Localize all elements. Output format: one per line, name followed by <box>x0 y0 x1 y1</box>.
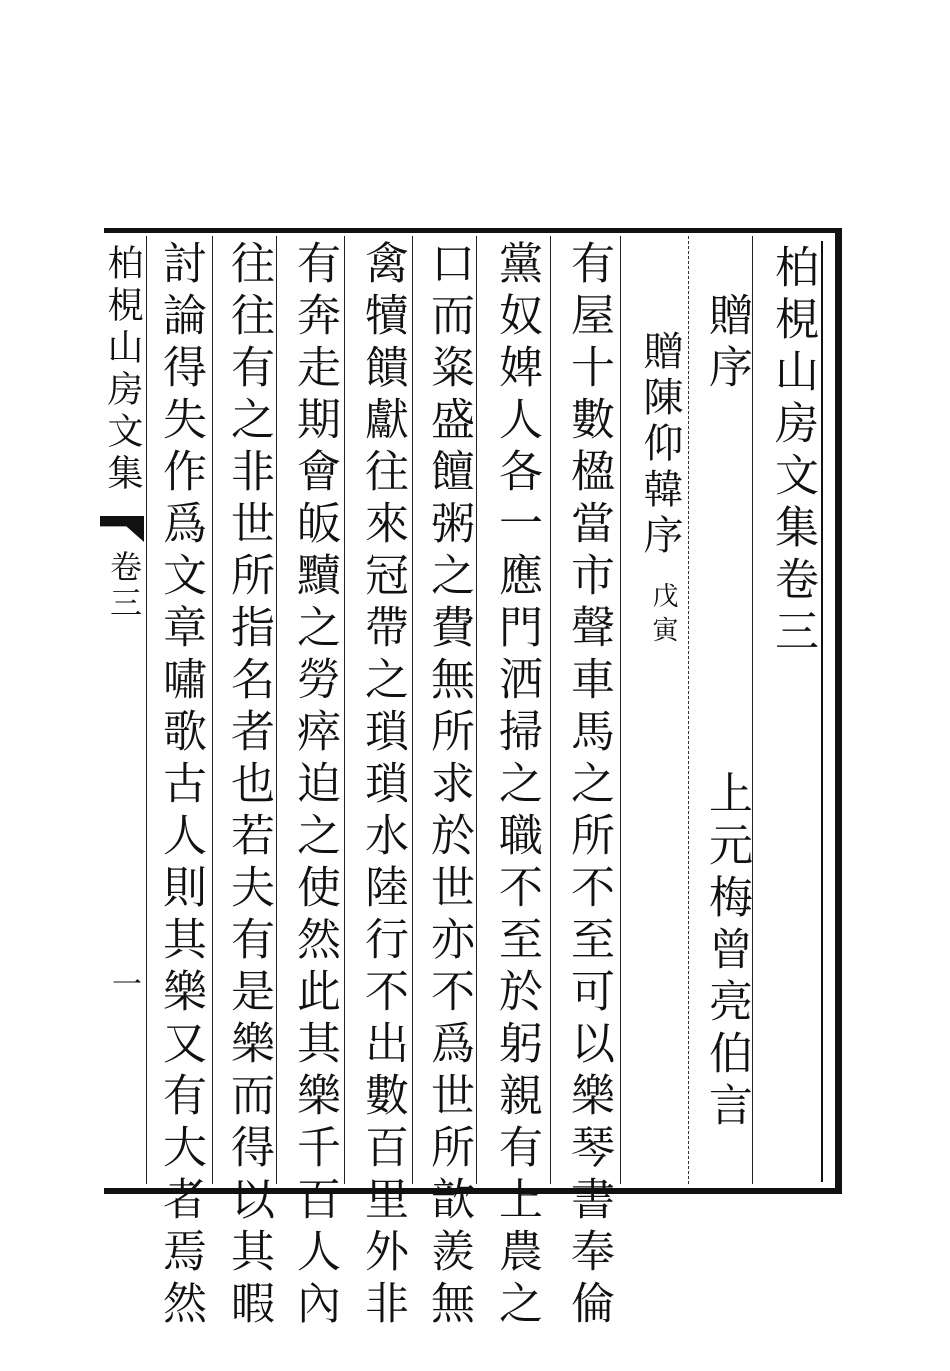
column-rule <box>276 236 277 1184</box>
banxin-volume: 卷三 <box>105 550 143 622</box>
date-note: 戊寅 <box>648 582 678 650</box>
body-column: 有屋十數楹當市聲車馬之所不至可以樂琴書奉倫 <box>563 240 614 1332</box>
column-rule <box>476 236 477 1184</box>
column-rule <box>344 236 345 1184</box>
body-column: 口而粢盛饘粥之費無所求於世亦不爲世所歆羨無 <box>423 240 474 1332</box>
column-rule <box>550 236 551 1184</box>
body-column: 有奔走期會皈黷之勞瘁迫之使然此其樂千百人內 <box>289 240 340 1332</box>
body-column: 討論得失作爲文章嘯歌古人則其樂又有大者焉然 <box>155 240 206 1332</box>
column-rule <box>212 236 213 1184</box>
frame-inner-rule <box>821 241 823 1182</box>
essay-title: 贈陳仰韓序 <box>637 330 683 560</box>
banxin-title: 柏梘山房文集 <box>102 244 143 496</box>
banxin-strip <box>102 238 143 1184</box>
body-column: 禽犢饋獻往來冠帶之瑣瑣水陸行不出數百里外非 <box>357 240 408 1332</box>
column-rule <box>412 236 413 1184</box>
column-rule <box>146 236 147 1184</box>
column-rule <box>688 236 689 1184</box>
author-line: 上元梅曾亮伯言 <box>701 770 752 1134</box>
banxin-page-number: 一 <box>106 968 141 998</box>
section-heading: 贈序 <box>701 292 752 396</box>
book-title: 柏梘山房文集卷三 <box>767 244 818 660</box>
body-column: 往往有之非世所指名者也若夫有是樂而得以其暇 <box>223 240 274 1332</box>
body-column: 黨奴婢人各一應門洒掃之職不至於躬親有上農之 <box>491 240 542 1332</box>
column-rule <box>620 236 621 1184</box>
